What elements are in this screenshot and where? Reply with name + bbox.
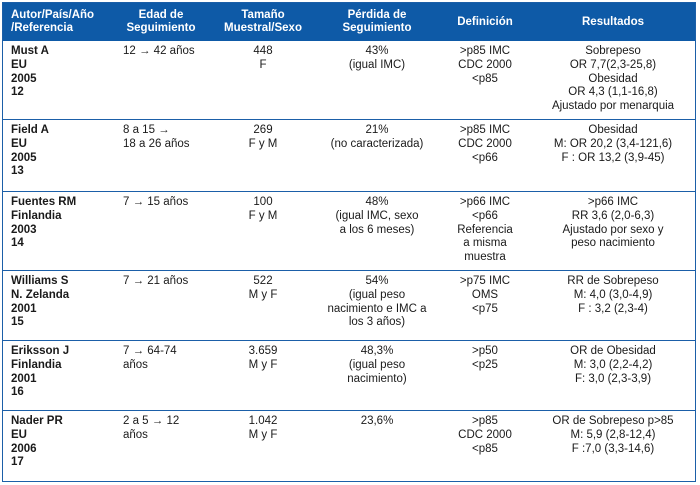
- cell-perdida-line: (igual peso: [348, 358, 406, 371]
- cell-resultados: [529, 410, 696, 480]
- cell-author-line: Fuentes RM: [11, 195, 77, 208]
- header-tamano: Tamaño Muestral/Sexo: [213, 3, 313, 41]
- cell-tamano-line: 269: [253, 123, 273, 136]
- cell-tamano: [213, 41, 313, 119]
- cell-tamano-line: 448: [253, 45, 273, 57]
- cell-perdida: [313, 410, 441, 480]
- cell-resultados: [529, 191, 696, 270]
- cell-definicion-line: CDC 2000: [458, 58, 512, 71]
- cell-tamano: [213, 340, 313, 410]
- cell-perdida-line: 21%: [365, 123, 389, 136]
- cell-definicion-line: >p85: [472, 414, 498, 427]
- cell-definicion-line: <p75: [472, 302, 498, 315]
- cell-definicion-line: >p85 IMC: [459, 123, 511, 136]
- cell-author: [3, 41, 109, 119]
- cell-edad: [109, 41, 213, 119]
- cell-perdida-line: 48%: [365, 195, 389, 208]
- header-author: Autor/País/Año /Referencia: [3, 3, 109, 41]
- header-resultados: Resultados: [529, 3, 696, 41]
- cell-author-line: 17: [11, 456, 24, 469]
- cell-resultados-line: M: 3,0 (2,2-4,2): [573, 358, 653, 371]
- cell-definicion: [441, 119, 529, 191]
- cell-author-line: Field A: [11, 123, 49, 136]
- cell-author: [3, 191, 109, 270]
- cell-tamano-line: M y F: [248, 288, 278, 301]
- cell-definicion: [441, 270, 529, 340]
- cell-author-line: Williams S: [11, 274, 69, 287]
- cell-resultados-line: OR 4,3 (1,1-16,8): [568, 86, 658, 99]
- cell-definicion-line: <p25: [472, 358, 498, 371]
- cell-tamano-line: 1.042: [248, 414, 278, 427]
- cell-tamano-line: F: [259, 58, 267, 71]
- cell-perdida-line: nacimiento e IMC a: [327, 302, 427, 315]
- cell-tamano-line: M y F: [248, 358, 278, 371]
- cell-resultados-line: RR 3,6 (2,0-6,3): [571, 209, 655, 222]
- cell-resultados-line: M: 5,9 (2,8-12,4): [570, 428, 656, 441]
- cell-perdida-line: nacimiento): [347, 372, 407, 385]
- cell-resultados-line: Sobrepeso: [585, 45, 641, 57]
- cell-edad: [109, 119, 213, 191]
- cell-author-line: 2001: [11, 372, 37, 385]
- studies-table-frame: [2, 2, 696, 482]
- cell-edad-line: años: [123, 428, 148, 441]
- cell-perdida-line: 54%: [365, 274, 389, 287]
- cell-tamano: [213, 119, 313, 191]
- table-row: [3, 119, 696, 191]
- cell-edad: [109, 191, 213, 270]
- cell-author-line: Finlandia: [11, 209, 62, 222]
- cell-author-line: Must A: [11, 45, 49, 57]
- cell-perdida-line: (igual peso: [348, 288, 406, 301]
- cell-definicion-line: OMS: [471, 288, 499, 301]
- cell-resultados-line: OR de Obesidad: [570, 344, 656, 357]
- cell-author: [3, 410, 109, 480]
- cell-definicion-line: >p50: [472, 344, 498, 357]
- cell-tamano: [213, 191, 313, 270]
- cell-resultados: [529, 270, 696, 340]
- cell-edad-line: 7 → 64-74: [123, 344, 177, 357]
- cell-definicion: [441, 41, 529, 119]
- cell-resultados-line: Obesidad: [588, 123, 638, 136]
- cell-edad: [109, 270, 213, 340]
- table-row: [3, 191, 696, 270]
- cell-resultados-line: >p66 IMC: [587, 195, 639, 208]
- cell-perdida-line: (igual IMC): [348, 58, 406, 71]
- table-row: [3, 410, 696, 480]
- cell-definicion-line: >p66 IMC: [459, 195, 511, 208]
- cell-tamano-line: M y F: [248, 428, 278, 441]
- cell-resultados: [529, 340, 696, 410]
- cell-author-line: 2006: [11, 442, 37, 455]
- cell-edad: [109, 410, 213, 480]
- cell-author-line: 15: [11, 316, 24, 329]
- cell-perdida-line: los 3 años): [348, 316, 406, 329]
- header-perdida: Pérdida de Seguimiento: [313, 3, 441, 41]
- cell-author-line: 2005: [11, 72, 37, 85]
- table-row: [3, 41, 696, 119]
- cell-definicion-line: <p85: [472, 442, 498, 455]
- cell-edad-line: 2 a 5 → 12: [123, 414, 180, 427]
- header-edad: Edad de Seguimiento: [109, 3, 213, 41]
- cell-perdida-line: 48,3%: [360, 344, 394, 357]
- cell-author-line: 14: [11, 237, 24, 250]
- cell-author-line: Nader PR: [11, 414, 63, 427]
- cell-tamano-line: 100: [253, 195, 273, 208]
- cell-perdida-line: (igual IMC, sexo: [335, 209, 419, 222]
- cell-perdida: [313, 270, 441, 340]
- cell-definicion: [441, 410, 529, 480]
- cell-resultados-line: F : OR 13,2 (3,9-45): [561, 151, 665, 164]
- cell-author: [3, 270, 109, 340]
- cell-definicion-line: Referencia: [457, 223, 513, 236]
- cell-resultados-line: RR de Sobrepeso: [567, 274, 659, 287]
- cell-author-line: 13: [11, 165, 24, 178]
- cell-edad-line: 7 → 15 años: [123, 195, 189, 208]
- cell-resultados-line: Obesidad: [588, 72, 638, 85]
- cell-definicion-line: CDC 2000: [458, 137, 512, 150]
- cell-author-line: EU: [11, 428, 27, 441]
- cell-definicion: [441, 191, 529, 270]
- cell-edad-line: 7 → 21 años: [123, 274, 189, 287]
- cell-edad-line: 8 a 15 →: [123, 123, 170, 136]
- table-row: [3, 270, 696, 340]
- cell-perdida: [313, 119, 441, 191]
- cell-resultados-line: F :7,0 (3,3-14,6): [571, 442, 655, 455]
- cell-author-line: Finlandia: [11, 358, 62, 371]
- cell-perdida-line: 23,6%: [360, 414, 394, 427]
- cell-edad-line: años: [123, 358, 148, 371]
- cell-author: [3, 119, 109, 191]
- cell-perdida: [313, 191, 441, 270]
- studies-table: [3, 3, 696, 480]
- header-row: [3, 3, 696, 41]
- cell-edad: [109, 340, 213, 410]
- cell-perdida-line: (no caracterizada): [330, 137, 424, 150]
- cell-resultados-line: Ajustado por sexo y: [562, 223, 664, 236]
- cell-resultados-line: peso nacimiento: [571, 237, 655, 250]
- cell-perdida-line: 43%: [365, 45, 389, 57]
- cell-author-line: N. Zelanda: [11, 288, 70, 301]
- cell-tamano: [213, 270, 313, 340]
- cell-resultados-line: Ajustado por menarquia: [551, 100, 675, 113]
- cell-author-line: EU: [11, 58, 27, 71]
- cell-tamano-line: F y M: [248, 137, 278, 150]
- cell-author-line: EU: [11, 137, 27, 150]
- cell-tamano-line: 3.659: [248, 344, 278, 357]
- cell-perdida: [313, 41, 441, 119]
- cell-tamano: [213, 410, 313, 480]
- cell-definicion-line: <p66: [472, 151, 498, 164]
- cell-definicion-line: >p75 IMC: [459, 274, 511, 287]
- cell-resultados-line: OR de Sobrepeso p>85: [552, 414, 674, 427]
- cell-author-line: Eriksson J: [11, 344, 70, 357]
- header-definicion: Definición: [441, 3, 529, 41]
- cell-definicion-line: <p85: [472, 72, 498, 85]
- cell-definicion-line: >p85 IMC: [459, 45, 511, 57]
- cell-tamano-line: 522: [253, 274, 273, 287]
- cell-author-line: 2005: [11, 151, 37, 164]
- cell-author-line: 2003: [11, 223, 37, 236]
- cell-edad-line: 18 a 26 años: [123, 137, 190, 150]
- cell-definicion: [441, 340, 529, 410]
- table-row: [3, 340, 696, 410]
- cell-edad-line: 12 → 42 años: [123, 45, 195, 57]
- cell-tamano-line: F y M: [248, 209, 278, 222]
- cell-author-line: 16: [11, 386, 24, 399]
- cell-resultados: [529, 119, 696, 191]
- cell-resultados-line: M: OR 20,2 (3,4-121,6): [553, 137, 673, 150]
- cell-author-line: 12: [11, 86, 24, 99]
- cell-resultados: [529, 41, 696, 119]
- cell-definicion-line: a misma: [463, 237, 507, 250]
- cell-resultados-line: OR 7,7(2,3-25,8): [569, 58, 657, 71]
- cell-definicion-line: muestra: [464, 251, 506, 264]
- cell-definicion-line: <p66: [472, 209, 498, 222]
- cell-author: [3, 340, 109, 410]
- cell-perdida-line: a los 6 meses): [339, 223, 415, 236]
- cell-definicion-line: CDC 2000: [458, 428, 512, 441]
- cell-perdida: [313, 340, 441, 410]
- cell-author-line: 2001: [11, 302, 37, 315]
- cell-resultados-line: F: 3,0 (2,3-3,9): [574, 372, 652, 385]
- cell-resultados-line: F : 3,2 (2,3-4): [578, 302, 648, 315]
- cell-resultados-line: M: 4,0 (3,0-4,9): [573, 288, 653, 301]
